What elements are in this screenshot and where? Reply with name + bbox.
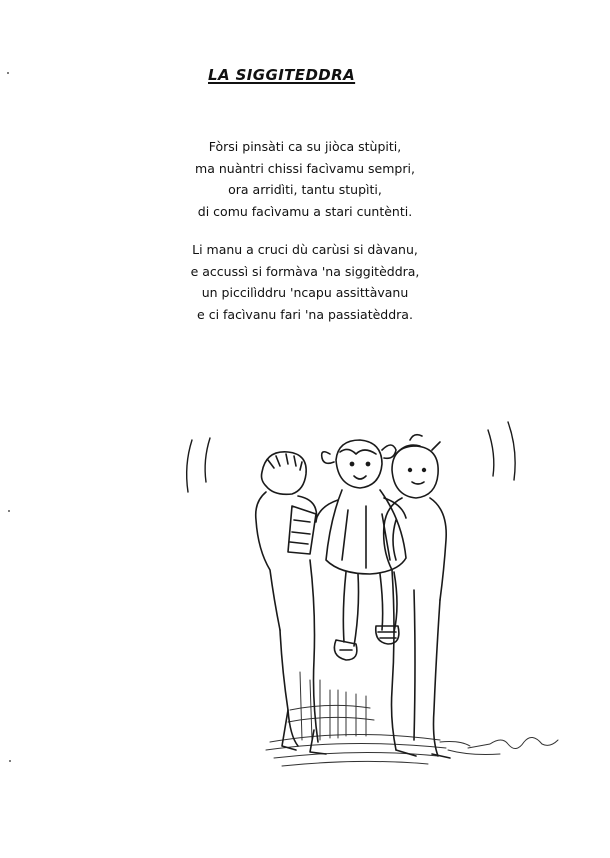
motion-lines-left: [187, 438, 210, 492]
verse: Li manu a cruci dù carùsi si dàvanu,: [192, 242, 418, 257]
scan-speck: [8, 510, 10, 512]
verse: e ci facìvanu fari 'na passiatèddra.: [197, 306, 413, 322]
poem-body: [160, 136, 450, 342]
verse: di comu facìvamu a stari cuntènti.: [197, 203, 413, 219]
scan-speck: [7, 72, 9, 74]
scan-speck: [9, 760, 11, 762]
verse: Fòrsi pinsàti ca su jiòca stùpiti,: [208, 139, 402, 154]
right-child: [384, 435, 450, 758]
children-carrying-child-sketch-icon: [170, 410, 570, 790]
poem-title: LA SIGGITEDDRA: [208, 66, 356, 84]
motion-lines-right: [488, 422, 515, 480]
verse: un piccilìddru 'ncapu assittàvanu: [201, 285, 409, 300]
verse: ora arridìti, tantu stupìti,: [228, 182, 382, 197]
stanza-1: [160, 136, 450, 222]
verse: ma nuàntri chissi facìvamu sempri,: [195, 160, 415, 176]
stanza-2: [160, 239, 450, 325]
verse: e accussì si formàva 'na siggitèddra,: [190, 263, 420, 279]
left-child: [256, 452, 326, 754]
